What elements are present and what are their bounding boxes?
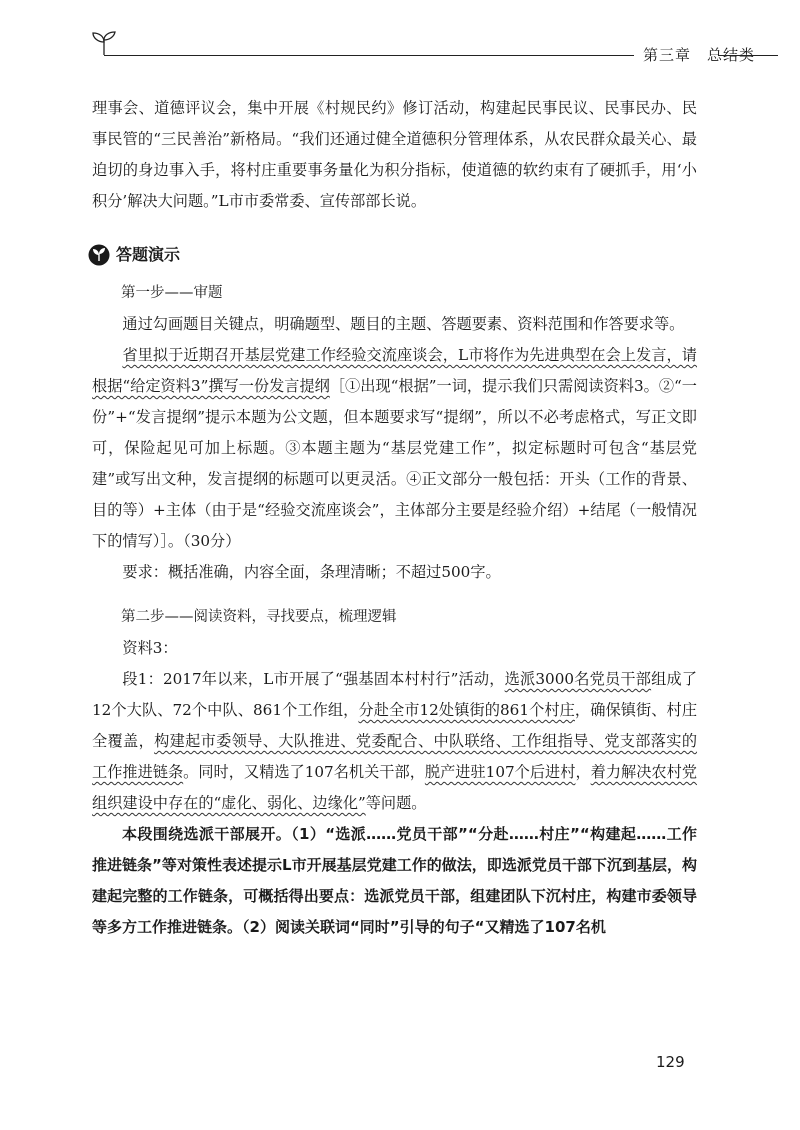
question-stem: 省里拟于近期召开基层党建工作经验交流座谈会，L市将作为先进典型在会上发言，请根据“给定资料3”撰写一份发言提纲: [92, 346, 697, 395]
page-number: 129: [656, 1053, 685, 1071]
section-heading: [88, 239, 697, 270]
material-label: 资料3：: [122, 639, 178, 657]
chapter-section: 总结类: [707, 46, 756, 64]
leaf-badge-icon: [88, 244, 110, 266]
page-body: [92, 93, 697, 943]
key-phrase: 选派3000名党员干部: [504, 670, 652, 688]
analysis-paragraph: 本段围绕选派干部展开。（1）“选派……党员干部”“分赴……村庄”“构建起……工作推进链条”等对策性表述提示L市开展基层党建工作的做法，即选派党员干部下沉到基层，构建起完整的工作链条，可概括得出要点：选派党员干部，组建团队下沉村庄，构建市委领导等多方工作推进链条。（2）阅读关联词“同时”引导的句子“又精选了107名机: [92, 825, 697, 936]
step2-title: 第二步——阅读资料，寻找要点，梳理逻辑: [121, 609, 397, 625]
para-text: ，: [575, 763, 591, 781]
material-paragraph: [92, 664, 697, 819]
para-text: 组成了12个大队、72个中队、861个工作组，: [92, 670, 698, 719]
para-text: ，确保镇街、村庄全覆盖，: [92, 701, 698, 750]
step1-title: 第一步——审题: [121, 285, 223, 301]
question-annotation: ［①出现“根据”一词，提示我们只需阅读资料3。②“一份”+“发言提纲”提示本题为公文题，但本题要求写“提纲”，所以不必考虑格式，写正文即可，保险起见可加上标题。③本题主题为“基层党建工作”，拟定标题时可包含“基层党建”或写出文种，发言提纲的标题可以更灵活。④正文部分一般包括：开头（工作的背景、目的等）+主体（由于是“经验交流座谈会”，主体部分主要是经验介绍）+结尾（一般情况下的情写）］。（30分）: [92, 377, 697, 550]
step1-intro: 通过勾画题目关键点，明确题型、题目的主题、答题要素、资料范围和作答要求等。: [122, 315, 685, 333]
key-phrase: 构建起市委领导、大队推进、党委配合、中队联络、工作组指导、党支部落实的工作推进链条: [92, 732, 698, 781]
header-rule-left: [104, 55, 634, 56]
section-title: 答题演示: [116, 245, 181, 264]
question-paragraph: [92, 340, 697, 557]
key-phrase: 分赴全市12处镇街的861个村庄: [358, 701, 575, 719]
page-header: [78, 30, 756, 70]
chapter-number: 第三章: [643, 46, 692, 64]
para-text: 段1：2017年以来，L市开展了“强基固本村村行”活动，: [122, 670, 505, 688]
para-text: 等问题。: [365, 794, 427, 812]
key-phrase: 着力解决农村党组织建设中存在的“虚化、弱化、边缘化”: [92, 763, 698, 812]
requirements: 要求：概括准确，内容全面，条理清晰；不超过500字。: [122, 563, 501, 581]
key-phrase: 脱产进驻107个后进村: [424, 763, 576, 781]
para-text: 。同时，又精选了107名机关干部，: [183, 763, 425, 781]
header-rule-right: [718, 55, 778, 56]
intro-paragraph: 理事会、道德评议会，集中开展《村规民约》修订活动，构建起民事民议、民事民办、民事民管的“三民善治”新格局。“我们还通过健全道德积分管理体系，从农民群众最关心、最迫切的身边事入手，将村庄重要事务量化为积分指标，使道德的软约束有了硬抓手，用‘小积分’解决大问题。”L市市委常委、宣传部部长说。: [92, 99, 697, 210]
sprout-icon: [90, 30, 118, 56]
